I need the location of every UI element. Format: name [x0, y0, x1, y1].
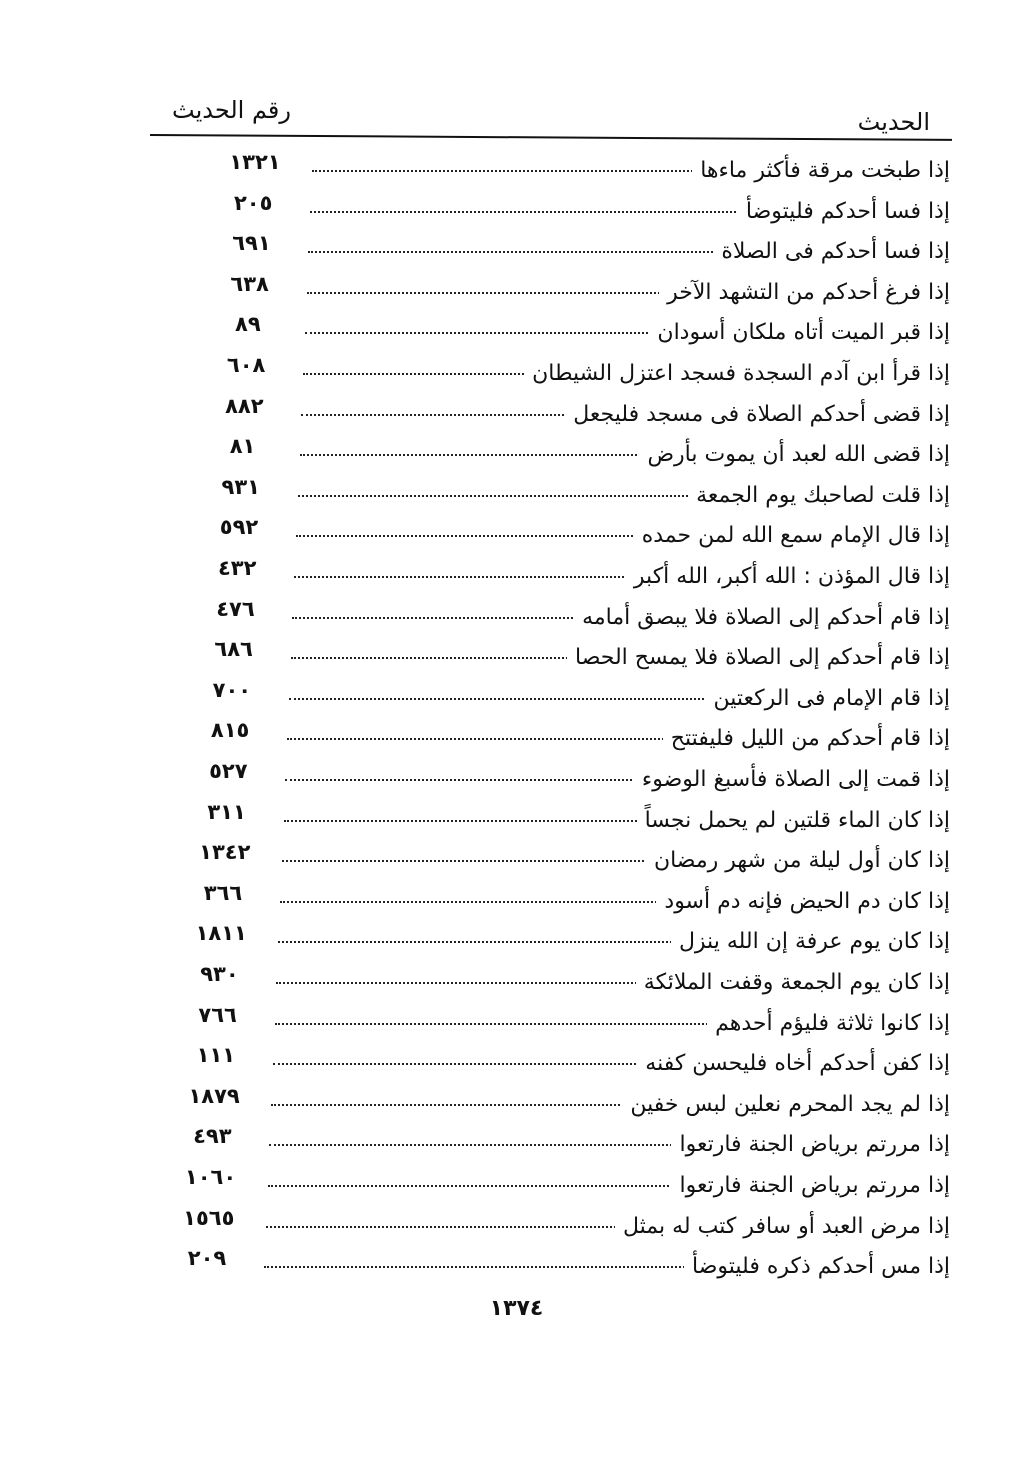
index-entry: [186, 475, 950, 515]
index-entry: [170, 840, 950, 880]
index-entry: [175, 718, 950, 758]
hadith-number: ٥٢٧: [209, 759, 248, 783]
hadith-text: إذا مررتم برياض الجنة فارتعوا: [671, 1132, 950, 1157]
index-entry: [164, 962, 950, 1002]
hadith-text: إذا كان الماء قلتين لم يحمل نجساً: [637, 808, 950, 833]
hadith-text: إذا قرأ ابن آدم السجدة فسجد اعتزل الشيطان: [524, 361, 950, 386]
hadith-number: ٦٨٦: [214, 637, 253, 662]
index-entry: [173, 759, 950, 799]
hadith-number: ٩٣١: [221, 474, 260, 499]
index-entry: [163, 1003, 950, 1043]
index-entry: [196, 231, 950, 271]
page-header: [160, 96, 940, 134]
index-entry: [184, 515, 950, 555]
hadith-number: ٣٦٦: [203, 880, 243, 905]
index-entry: [157, 1124, 950, 1164]
hadith-number: ٧٦٦: [198, 1002, 237, 1027]
hadith-number: ٩٣٠: [200, 962, 239, 986]
hadith-number: ٨٨٢: [225, 393, 264, 418]
hadith-text: إذا قام أحدكم إلى الصلاة فلا يمسح الحصا: [567, 645, 950, 670]
hadith-text: إذا قضى أحدكم الصلاة فى مسجد فليجعل: [565, 402, 950, 427]
hadith-text: إذا مررتم برياض الجنة فارتعوا: [671, 1173, 950, 1198]
hadith-text: إذا طبخت مرقة فأكثر ماءها: [692, 158, 950, 183]
hadith-number: ٦٩١: [232, 231, 271, 256]
index-entry: [193, 312, 950, 352]
index-entry: [177, 678, 950, 718]
hadith-number: ٣١١: [207, 799, 246, 824]
hadith-text: إذا قام أحدكم من الليل فليفتتح: [663, 726, 950, 751]
index-entry: [182, 556, 950, 596]
hadith-number: ٤٧٦: [216, 596, 255, 621]
index-entry: [166, 921, 950, 961]
index-entry: [179, 637, 950, 677]
hadith-index-list: [150, 150, 950, 1280]
hadith-text: إذا مرض العبد أو سافر كتب له بمثل: [615, 1214, 950, 1239]
hadith-number: ١٨٧٩: [188, 1083, 240, 1108]
index-entry: [195, 272, 950, 312]
hadith-number: ٤٣٢: [217, 556, 257, 580]
hadith-text: إذا قمت إلى الصلاة فأسبغ الوضوء: [634, 767, 950, 792]
index-entry: [156, 1165, 950, 1205]
hadith-number: ٦٣٨: [230, 271, 269, 296]
index-entry: [189, 394, 950, 434]
hadith-number: ١٥٦٥: [183, 1205, 235, 1230]
hadith-text: إذا قبر الميت أتاه ملكان أسودان: [649, 320, 950, 345]
hadith-number: ٢٠٥: [233, 190, 273, 215]
hadith-text: إذا قضى الله لعبد أن يموت بأرض: [639, 442, 950, 467]
index-entry: [152, 1246, 950, 1286]
index-entry: [200, 150, 950, 190]
hadith-text: إذا قال المؤذن : الله أكبر، الله أكبر: [626, 564, 950, 589]
index-entry: [168, 881, 950, 921]
hadith-number: ٨٩: [235, 312, 261, 337]
hadith-text: إذا كان يوم الجمعة وقفت الملائكة: [636, 970, 950, 995]
hadith-text: إذا قلت لصاحبك يوم الجمعة: [688, 483, 950, 508]
index-entry: [161, 1043, 950, 1083]
hadith-text: إذا فسا أحدكم فى الصلاة: [713, 239, 950, 264]
hadith-number: ١٨١١: [195, 921, 247, 946]
hadith-text: إذا كان أول ليلة من شهر رمضان: [646, 848, 950, 873]
hadith-number: ٢٠٩: [187, 1246, 227, 1271]
hadith-number: ١٣٢١: [229, 150, 281, 174]
index-entry: [154, 1206, 950, 1246]
hadith-number: ١١١: [196, 1043, 236, 1068]
hadith-number: ٦٠٨: [226, 353, 266, 377]
hadith-number: ٨١: [229, 434, 256, 459]
hadith-number: ٨١٥: [210, 718, 250, 743]
hadith-text: إذا قام الإمام فى الركعتين: [705, 686, 950, 711]
index-entry: [172, 800, 950, 840]
index-entry: [188, 434, 950, 474]
hadith-text: إذا كفن أحدكم أخاه فليحسن كفنه: [637, 1051, 950, 1076]
hadith-text: إذا كان يوم عرفة إن الله ينزل: [671, 929, 950, 954]
hadith-text: إذا قام أحدكم إلى الصلاة فلا يبصق أمامه: [574, 605, 950, 630]
index-entry: [198, 191, 950, 231]
header-hadith-number-label: رقم الحديث: [172, 96, 291, 124]
hadith-text: إذا فرغ أحدكم من التشهد الآخر: [659, 280, 950, 305]
hadith-number: ١٠٦٠: [184, 1165, 237, 1189]
hadith-text: إذا مس أحدكم ذكره فليتوضأ: [684, 1254, 950, 1279]
hadith-text: إذا كانوا ثلاثة فليؤم أحدهم: [707, 1011, 950, 1036]
hadith-text: إذا كان دم الحيض فإنه دم أسود: [656, 889, 950, 914]
index-entry: [180, 597, 950, 637]
hadith-number: ٥٩٢: [219, 515, 259, 540]
header-hadith-label: الحديث: [857, 108, 930, 136]
hadith-number: ٤٩٣: [193, 1124, 232, 1149]
index-entry: [159, 1084, 950, 1124]
index-entry: [191, 353, 950, 393]
hadith-text: إذا فسا أحدكم فليتوضأ: [738, 199, 950, 224]
hadith-text: إذا لم يجد المحرم نعلين لبس خفين: [622, 1092, 950, 1117]
page-number: ١٣٧٤: [489, 1296, 544, 1321]
header-divider: [150, 134, 952, 141]
hadith-number: ٧٠٠: [212, 677, 252, 702]
hadith-number: ١٣٤٢: [199, 840, 251, 865]
hadith-text: إذا قال الإمام سمع الله لمن حمده: [634, 523, 950, 548]
